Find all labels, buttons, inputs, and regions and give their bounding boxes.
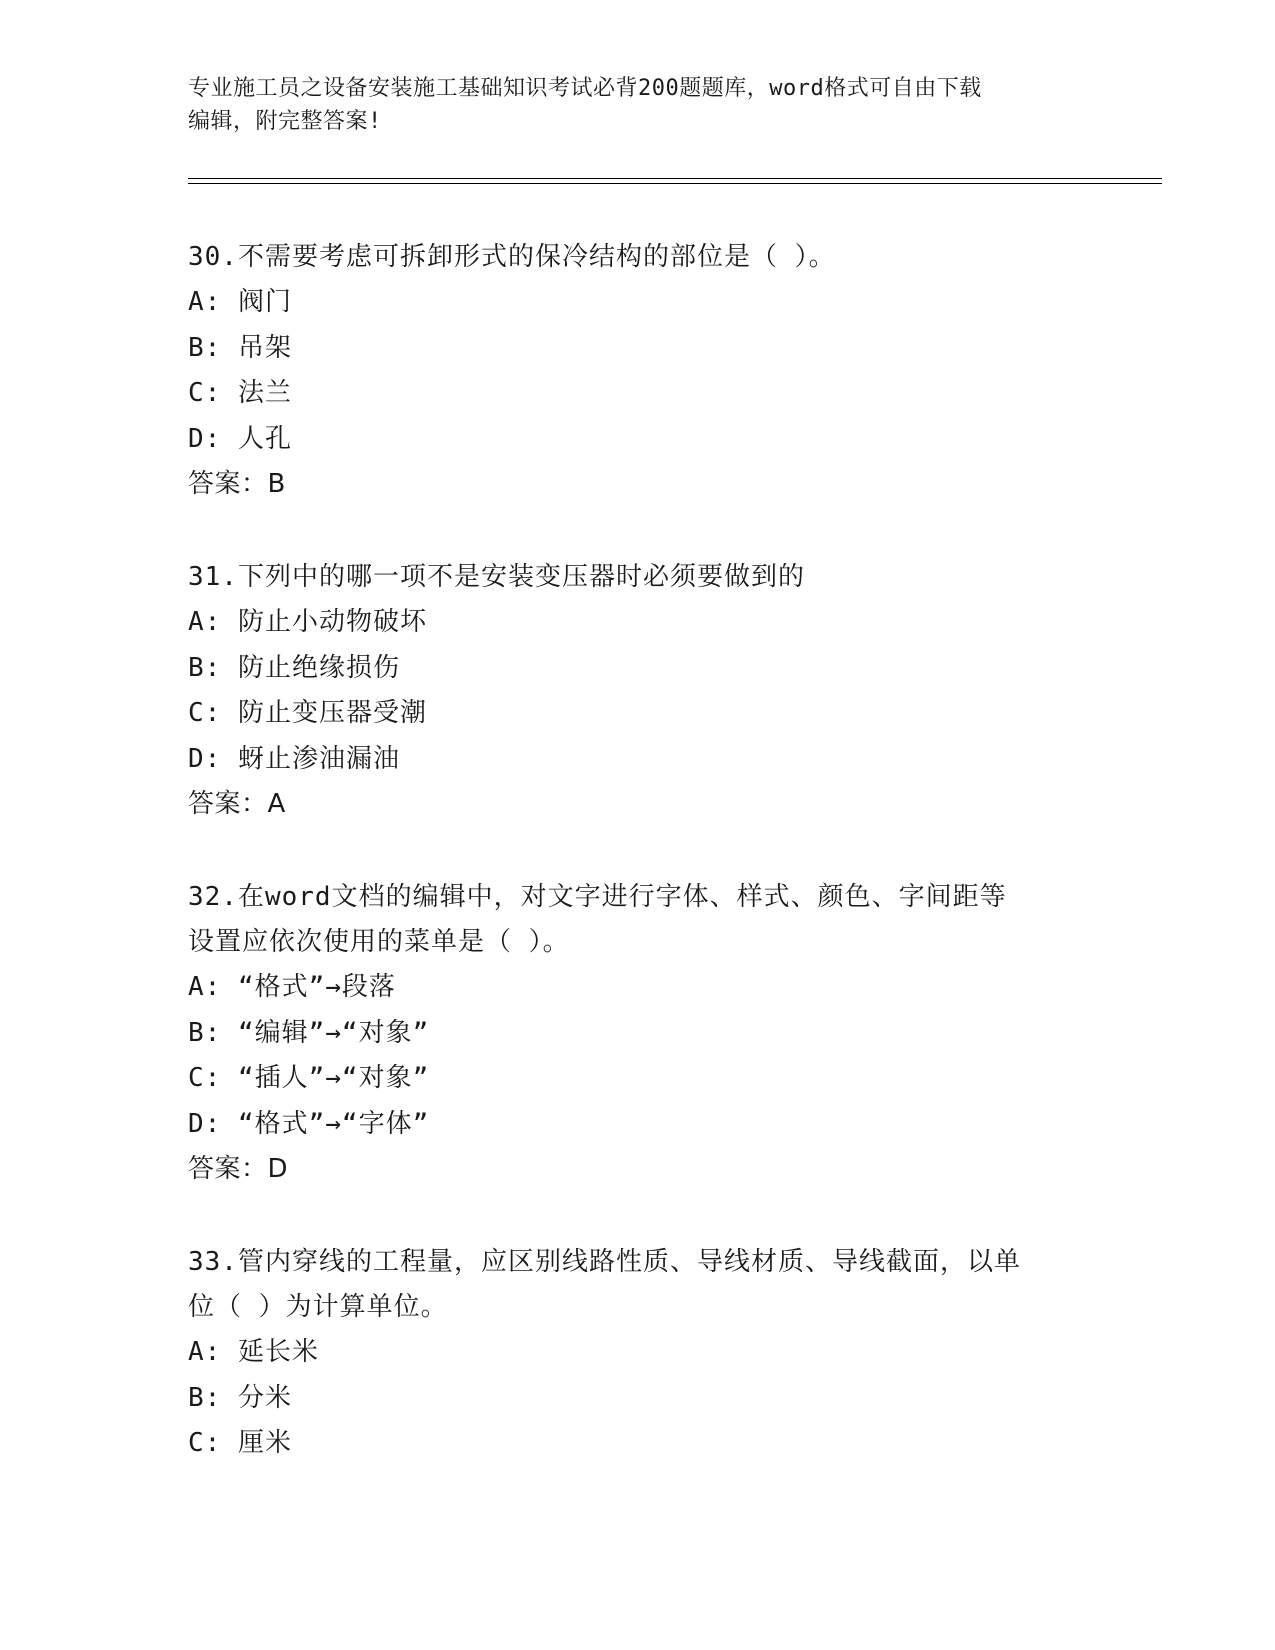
option-d: D: 蚜止渗油漏油 bbox=[188, 743, 400, 774]
question-stem: 30.不需要考虑可拆卸形式的保冷结构的部位是（ ）。 bbox=[188, 242, 836, 272]
answer: 答案：D bbox=[188, 1154, 289, 1184]
document-header bbox=[188, 72, 1088, 138]
question-32 bbox=[188, 875, 1088, 1192]
option-a: A: 阀门 bbox=[188, 287, 292, 317]
question-stem-line-2: 设置应依次使用的菜单是（ ）。 bbox=[188, 927, 570, 957]
question-stem: 31.下列中的哪一项不是安装变压器时必须要做到的 bbox=[188, 562, 805, 592]
option-a: A: 防止小动物破坏 bbox=[188, 607, 427, 637]
option-c: C: “插人”→“对象” bbox=[188, 1063, 430, 1093]
option-a: A: “格式”→段落 bbox=[188, 972, 396, 1002]
header-title-line-2: 编辑，附完整答案! bbox=[188, 109, 382, 134]
question-30 bbox=[188, 235, 1088, 507]
option-d: D: 人孔 bbox=[188, 423, 292, 454]
option-c: C: 防止变压器受潮 bbox=[188, 698, 427, 728]
question-31 bbox=[188, 555, 1088, 827]
answer: 答案：A bbox=[188, 789, 286, 819]
header-title-line-1: 专业施工员之设备安装施工基础知识考试必背200题题库，word格式可自由下载 bbox=[188, 76, 982, 101]
option-c: C: 法兰 bbox=[188, 378, 292, 408]
question-33 bbox=[188, 1240, 1088, 1467]
question-stem-line-1: 32.在word文档的编辑中，对文字进行字体、样式、颜色、字间距等 bbox=[188, 882, 1007, 912]
option-b: B: 吊架 bbox=[188, 332, 292, 363]
answer: 答案：B bbox=[188, 469, 286, 499]
header-divider-bottom bbox=[188, 183, 1162, 184]
option-c: C: 厘米 bbox=[188, 1428, 292, 1458]
option-b: B: “编辑”→“对象” bbox=[188, 1017, 430, 1048]
option-a: A: 延长米 bbox=[188, 1337, 319, 1367]
option-d: D: “格式”→“字体” bbox=[188, 1108, 430, 1139]
question-stem-line-2: 位（ ）为计算单位。 bbox=[188, 1292, 448, 1322]
header-divider-top bbox=[188, 178, 1162, 179]
option-b: B: 防止绝缘损伤 bbox=[188, 652, 400, 683]
option-b: B: 分米 bbox=[188, 1382, 292, 1413]
question-stem-line-1: 33.管内穿线的工程量，应区别线路性质、导线材质、导线截面，以单 bbox=[188, 1247, 1021, 1277]
